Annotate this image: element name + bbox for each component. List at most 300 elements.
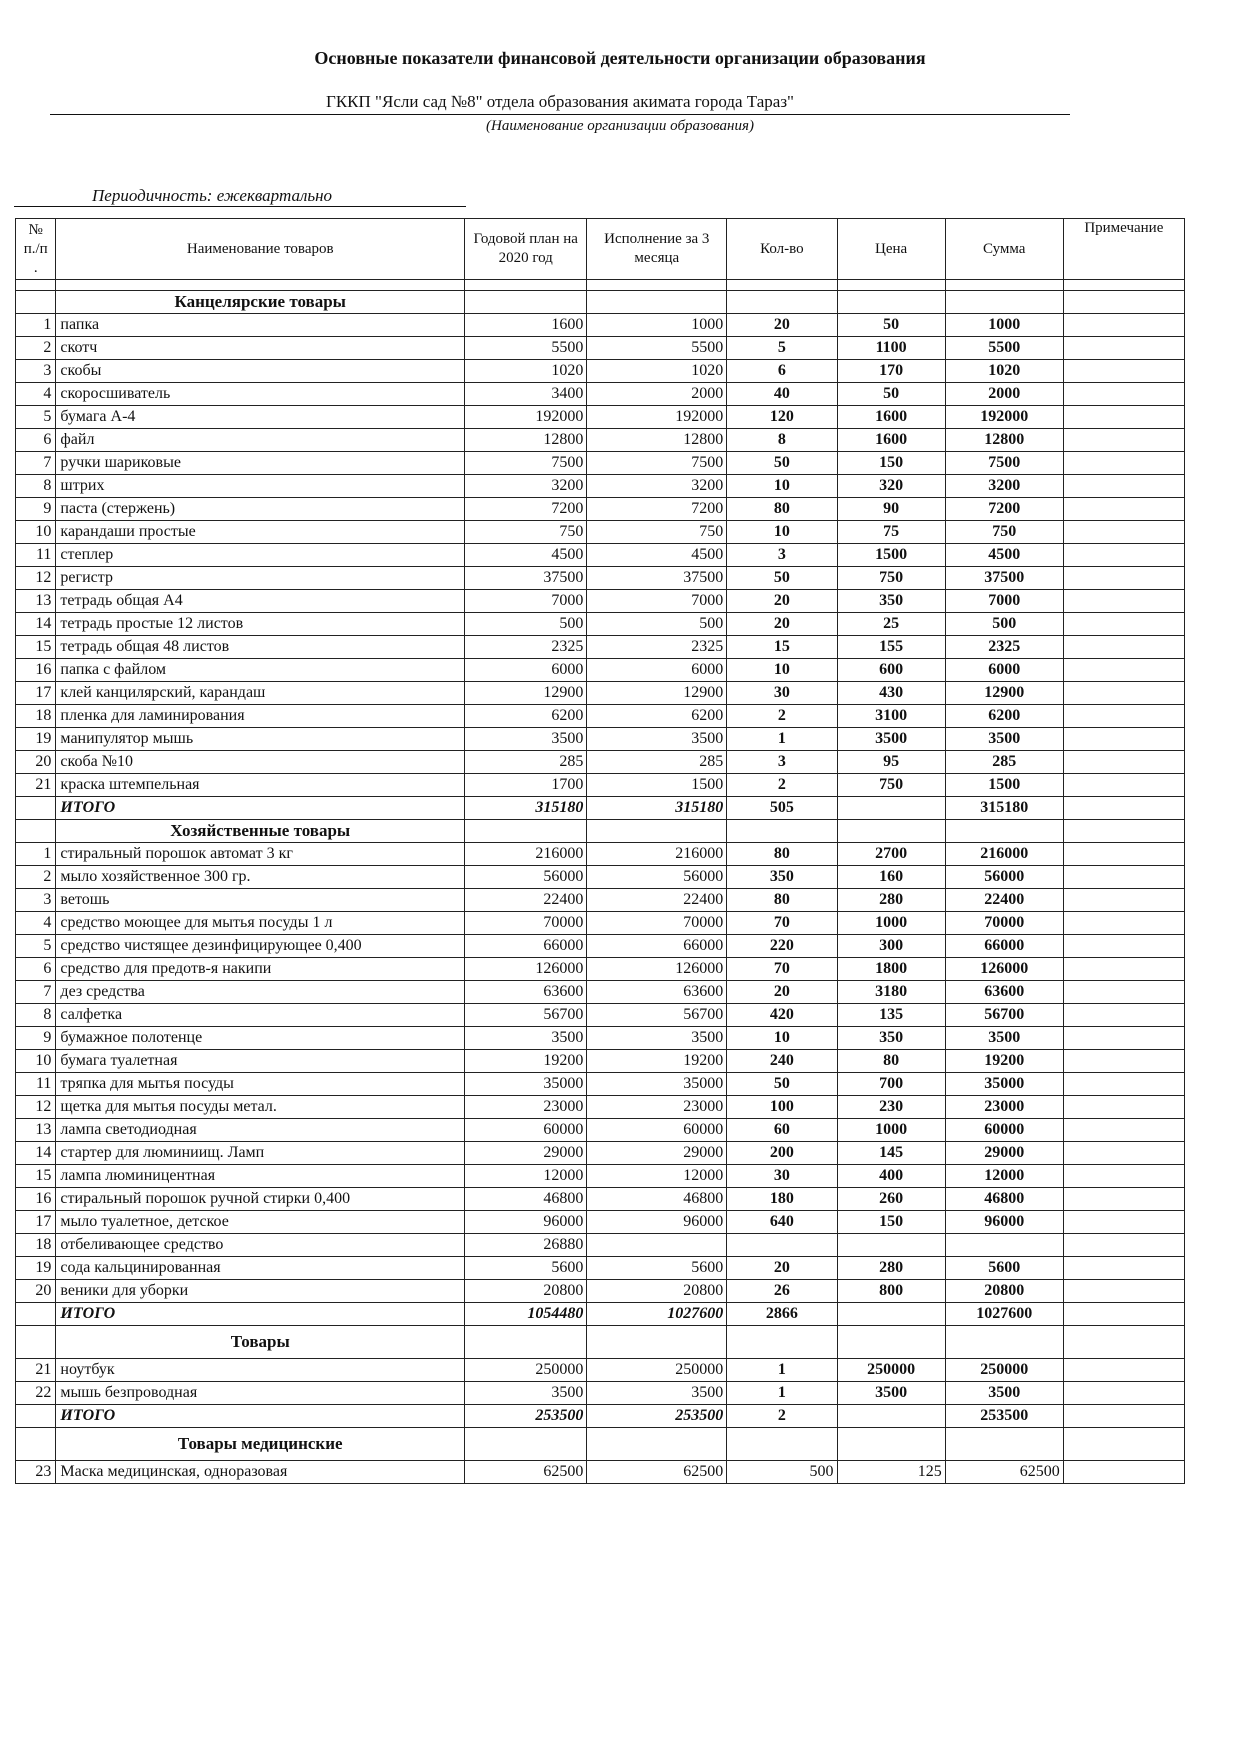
row-number: 2	[16, 337, 56, 360]
note-cell	[1063, 406, 1184, 429]
row-number: 17	[16, 1211, 56, 1234]
item-name: бумага туалетная	[56, 1050, 465, 1073]
item-name: лампа светодиодная	[56, 1119, 465, 1142]
row-number: 9	[16, 1027, 56, 1050]
price-value: 150	[837, 452, 945, 475]
price-value: 80	[837, 1050, 945, 1073]
table-row	[16, 682, 1185, 705]
item-name: скоба №10	[56, 751, 465, 774]
exec-value: 216000	[587, 843, 727, 866]
empty-cell	[945, 1428, 1063, 1461]
plan-value: 2325	[465, 636, 587, 659]
section-title: Товары медицинские	[56, 1428, 465, 1461]
item-name: бумага А-4	[56, 406, 465, 429]
table-row	[16, 1119, 1185, 1142]
exec-value: 35000	[587, 1073, 727, 1096]
qty-value: 420	[727, 1004, 837, 1027]
plan-value: 216000	[465, 843, 587, 866]
qty-value: 1	[727, 1359, 837, 1382]
plan-value: 3400	[465, 383, 587, 406]
table-row	[16, 1165, 1185, 1188]
total-qty: 2	[727, 1405, 837, 1428]
col-plan-header: Годовой план на 2020 год	[465, 219, 587, 280]
price-value: 400	[837, 1165, 945, 1188]
sum-value: 3500	[945, 728, 1063, 751]
note-cell	[1063, 360, 1184, 383]
item-name: отбеливающее средство	[56, 1234, 465, 1257]
price-value: 1500	[837, 544, 945, 567]
qty-value: 2	[727, 774, 837, 797]
table-header-row	[16, 219, 1185, 280]
empty-cell	[727, 291, 837, 314]
sum-value: 285	[945, 751, 1063, 774]
plan-value: 37500	[465, 567, 587, 590]
note-cell	[1063, 314, 1184, 337]
exec-value: 2000	[587, 383, 727, 406]
item-name: степлер	[56, 544, 465, 567]
row-number: 17	[16, 682, 56, 705]
row-number: 7	[16, 452, 56, 475]
table-row	[16, 452, 1185, 475]
sum-value: 2000	[945, 383, 1063, 406]
plan-value: 22400	[465, 889, 587, 912]
item-name: стиральный порошок ручной стирки 0,400	[56, 1188, 465, 1211]
exec-value: 1020	[587, 360, 727, 383]
note-cell	[1063, 636, 1184, 659]
note-cell	[1063, 843, 1184, 866]
exec-value: 7200	[587, 498, 727, 521]
price-value: 280	[837, 1257, 945, 1280]
plan-value: 1020	[465, 360, 587, 383]
row-number: 15	[16, 1165, 56, 1188]
price-value: 95	[837, 751, 945, 774]
qty-value: 50	[727, 1073, 837, 1096]
note-cell	[1063, 1257, 1184, 1280]
sum-value: 20800	[945, 1280, 1063, 1303]
note-cell	[1063, 1382, 1184, 1405]
item-name: средство чистящее дезинфицирующее 0,400	[56, 935, 465, 958]
item-name: карандаши простые	[56, 521, 465, 544]
table-row	[16, 337, 1185, 360]
table-row	[16, 1004, 1185, 1027]
plan-value: 126000	[465, 958, 587, 981]
note-cell	[1063, 1165, 1184, 1188]
row-number: 4	[16, 383, 56, 406]
price-value: 3180	[837, 981, 945, 1004]
qty-value: 80	[727, 843, 837, 866]
qty-value: 3	[727, 544, 837, 567]
note-cell	[1063, 613, 1184, 636]
plan-value: 3500	[465, 1382, 587, 1405]
row-number: 11	[16, 544, 56, 567]
plan-value: 35000	[465, 1073, 587, 1096]
plan-value: 4500	[465, 544, 587, 567]
empty-cell	[587, 1428, 727, 1461]
row-number: 1	[16, 843, 56, 866]
total-sum: 1027600	[945, 1303, 1063, 1326]
empty-cell	[1063, 820, 1184, 843]
plan-value: 12800	[465, 429, 587, 452]
item-name: тетрадь общая 48 листов	[56, 636, 465, 659]
sum-value: 29000	[945, 1142, 1063, 1165]
price-value: 155	[837, 636, 945, 659]
sum-value: 1020	[945, 360, 1063, 383]
section-title: Канцелярские товары	[56, 291, 465, 314]
col-name-header: Наименование товаров	[56, 219, 465, 280]
price-value: 125	[837, 1461, 945, 1484]
item-name: тетрадь простые 12 листов	[56, 613, 465, 636]
note-cell	[1063, 774, 1184, 797]
row-number: 16	[16, 1188, 56, 1211]
price-value: 170	[837, 360, 945, 383]
exec-value: 5500	[587, 337, 727, 360]
row-number: 7	[16, 981, 56, 1004]
sum-value: 3200	[945, 475, 1063, 498]
table-row	[16, 498, 1185, 521]
exec-value: 4500	[587, 544, 727, 567]
row-number: 1	[16, 314, 56, 337]
plan-value: 96000	[465, 1211, 587, 1234]
note-cell	[1063, 1027, 1184, 1050]
sum-value: 56700	[945, 1004, 1063, 1027]
spacer-cell	[56, 280, 465, 291]
qty-value: 1	[727, 1382, 837, 1405]
spacer-cell	[837, 280, 945, 291]
price-value: 320	[837, 475, 945, 498]
total-number-cell	[16, 797, 56, 820]
note-cell	[1063, 475, 1184, 498]
row-number: 19	[16, 1257, 56, 1280]
exec-value: 37500	[587, 567, 727, 590]
total-plan: 253500	[465, 1405, 587, 1428]
item-name: скоросшиватель	[56, 383, 465, 406]
sum-value: 126000	[945, 958, 1063, 981]
qty-value: 10	[727, 1027, 837, 1050]
sum-value: 250000	[945, 1359, 1063, 1382]
organization-name: ГККП "Ясли сад №8" отдела образования акимата города Тараз"	[50, 92, 1070, 115]
empty-cell	[837, 1326, 945, 1359]
exec-value: 3200	[587, 475, 727, 498]
exec-value: 3500	[587, 1027, 727, 1050]
note-cell	[1063, 889, 1184, 912]
empty-cell	[727, 1326, 837, 1359]
table-row	[16, 1096, 1185, 1119]
table-row	[16, 958, 1185, 981]
table-row	[16, 1280, 1185, 1303]
table-row	[16, 1050, 1185, 1073]
row-number: 13	[16, 590, 56, 613]
item-name: тряпка для мытья посуды	[56, 1073, 465, 1096]
item-name: регистр	[56, 567, 465, 590]
plan-value: 3500	[465, 728, 587, 751]
item-name: папка с файлом	[56, 659, 465, 682]
plan-value: 250000	[465, 1359, 587, 1382]
col-sum-header: Сумма	[945, 219, 1063, 280]
table-row	[16, 751, 1185, 774]
exec-value: 7500	[587, 452, 727, 475]
item-name: краска штемпельная	[56, 774, 465, 797]
header-spacer-row	[16, 280, 1185, 291]
table-row	[16, 774, 1185, 797]
table-row	[16, 843, 1185, 866]
item-name: веники для уборки	[56, 1280, 465, 1303]
note-cell	[1063, 429, 1184, 452]
empty-cell	[945, 820, 1063, 843]
section-title-row	[16, 1428, 1185, 1461]
table-row	[16, 1461, 1185, 1484]
qty-value: 240	[727, 1050, 837, 1073]
price-value: 50	[837, 314, 945, 337]
qty-value: 30	[727, 1165, 837, 1188]
table-row	[16, 544, 1185, 567]
qty-value: 350	[727, 866, 837, 889]
exec-value: 6000	[587, 659, 727, 682]
sum-value: 6200	[945, 705, 1063, 728]
empty-cell	[837, 820, 945, 843]
row-number: 21	[16, 1359, 56, 1382]
note-cell	[1063, 958, 1184, 981]
plan-value: 29000	[465, 1142, 587, 1165]
plan-value: 1700	[465, 774, 587, 797]
qty-value: 40	[727, 383, 837, 406]
row-number: 12	[16, 1096, 56, 1119]
table-row	[16, 659, 1185, 682]
table-row	[16, 613, 1185, 636]
plan-value: 66000	[465, 935, 587, 958]
item-name: средство моющее для мытья посуды 1 л	[56, 912, 465, 935]
exec-value: 46800	[587, 1188, 727, 1211]
sum-value: 12800	[945, 429, 1063, 452]
table-row	[16, 1211, 1185, 1234]
sum-value: 7000	[945, 590, 1063, 613]
exec-value: 12800	[587, 429, 727, 452]
table-row	[16, 912, 1185, 935]
note-cell	[1063, 1142, 1184, 1165]
price-value: 25	[837, 613, 945, 636]
total-plan: 1054480	[465, 1303, 587, 1326]
note-cell	[1063, 498, 1184, 521]
qty-value: 26	[727, 1280, 837, 1303]
exec-value: 29000	[587, 1142, 727, 1165]
sum-value: 35000	[945, 1073, 1063, 1096]
table-row	[16, 728, 1185, 751]
table-row	[16, 1382, 1185, 1405]
table-row	[16, 1027, 1185, 1050]
row-number: 16	[16, 659, 56, 682]
exec-value: 250000	[587, 1359, 727, 1382]
qty-value: 5	[727, 337, 837, 360]
table-row	[16, 360, 1185, 383]
organization-caption: (Наименование организации образования)	[486, 118, 754, 134]
item-name: щетка для мытья посуды метал.	[56, 1096, 465, 1119]
table-row	[16, 475, 1185, 498]
table-row	[16, 705, 1185, 728]
price-value: 350	[837, 1027, 945, 1050]
price-value: 250000	[837, 1359, 945, 1382]
total-label: ИТОГО	[56, 1303, 465, 1326]
note-cell	[1063, 1303, 1184, 1326]
sum-value: 37500	[945, 567, 1063, 590]
row-number: 14	[16, 1142, 56, 1165]
empty-cell	[587, 1326, 727, 1359]
note-cell	[1063, 981, 1184, 1004]
item-name: файл	[56, 429, 465, 452]
qty-value: 10	[727, 475, 837, 498]
item-name: бумажное полотенце	[56, 1027, 465, 1050]
row-number: 15	[16, 636, 56, 659]
plan-value: 12000	[465, 1165, 587, 1188]
sum-value: 3500	[945, 1027, 1063, 1050]
total-exec: 315180	[587, 797, 727, 820]
price-value: 145	[837, 1142, 945, 1165]
exec-value: 500	[587, 613, 727, 636]
exec-value: 66000	[587, 935, 727, 958]
total-row	[16, 797, 1185, 820]
price-value: 750	[837, 774, 945, 797]
qty-value: 70	[727, 958, 837, 981]
qty-value: 20	[727, 590, 837, 613]
table-row	[16, 935, 1185, 958]
exec-value: 12900	[587, 682, 727, 705]
exec-value: 60000	[587, 1119, 727, 1142]
qty-value: 6	[727, 360, 837, 383]
item-name: средство для предотв-я накипи	[56, 958, 465, 981]
sum-value: 96000	[945, 1211, 1063, 1234]
spacer-cell	[1063, 280, 1184, 291]
note-cell	[1063, 1234, 1184, 1257]
price-value: 430	[837, 682, 945, 705]
note-cell	[1063, 866, 1184, 889]
row-number: 8	[16, 475, 56, 498]
plan-value: 63600	[465, 981, 587, 1004]
note-cell	[1063, 452, 1184, 475]
note-cell	[1063, 1050, 1184, 1073]
exec-value: 12000	[587, 1165, 727, 1188]
exec-value: 192000	[587, 406, 727, 429]
price-value: 1100	[837, 337, 945, 360]
price-value: 800	[837, 1280, 945, 1303]
row-number: 20	[16, 751, 56, 774]
table-row	[16, 1234, 1185, 1257]
price-value	[837, 1234, 945, 1257]
empty-cell	[465, 1326, 587, 1359]
exec-value: 20800	[587, 1280, 727, 1303]
sum-value: 500	[945, 613, 1063, 636]
spacer-cell	[465, 280, 587, 291]
exec-value: 7000	[587, 590, 727, 613]
qty-value: 20	[727, 981, 837, 1004]
table-row	[16, 590, 1185, 613]
row-number: 9	[16, 498, 56, 521]
qty-value: 80	[727, 498, 837, 521]
empty-cell	[1063, 291, 1184, 314]
section-title-row	[16, 1326, 1185, 1359]
note-cell	[1063, 659, 1184, 682]
empty-cell	[727, 1428, 837, 1461]
plan-value: 500	[465, 613, 587, 636]
item-name: мыло хозяйственное 300 гр.	[56, 866, 465, 889]
qty-value: 200	[727, 1142, 837, 1165]
qty-value: 8	[727, 429, 837, 452]
total-label: ИТОГО	[56, 1405, 465, 1428]
price-value: 160	[837, 866, 945, 889]
exec-value: 6200	[587, 705, 727, 728]
item-name: сода кальцинированная	[56, 1257, 465, 1280]
qty-value: 60	[727, 1119, 837, 1142]
note-cell	[1063, 1188, 1184, 1211]
plan-value: 5600	[465, 1257, 587, 1280]
exec-value: 96000	[587, 1211, 727, 1234]
col-number-header: № п./п .	[16, 219, 56, 280]
plan-value: 62500	[465, 1461, 587, 1484]
item-name: штрих	[56, 475, 465, 498]
plan-value: 20800	[465, 1280, 587, 1303]
plan-value: 70000	[465, 912, 587, 935]
plan-value: 26880	[465, 1234, 587, 1257]
row-number: 8	[16, 1004, 56, 1027]
price-value: 350	[837, 590, 945, 613]
sum-value: 56000	[945, 866, 1063, 889]
qty-value: 50	[727, 567, 837, 590]
qty-value: 220	[727, 935, 837, 958]
sum-value: 12000	[945, 1165, 1063, 1188]
table-row	[16, 1073, 1185, 1096]
price-value: 90	[837, 498, 945, 521]
qty-value	[727, 1234, 837, 1257]
exec-value: 5600	[587, 1257, 727, 1280]
plan-value: 285	[465, 751, 587, 774]
row-number: 10	[16, 1050, 56, 1073]
table-row	[16, 383, 1185, 406]
price-value: 50	[837, 383, 945, 406]
price-value: 75	[837, 521, 945, 544]
note-cell	[1063, 521, 1184, 544]
exec-value: 56700	[587, 1004, 727, 1027]
table-row	[16, 1142, 1185, 1165]
row-number: 5	[16, 406, 56, 429]
sum-value: 192000	[945, 406, 1063, 429]
sum-value: 46800	[945, 1188, 1063, 1211]
sum-value: 1500	[945, 774, 1063, 797]
sum-value: 4500	[945, 544, 1063, 567]
plan-value: 7500	[465, 452, 587, 475]
sum-value: 1000	[945, 314, 1063, 337]
spacer-cell	[945, 280, 1063, 291]
note-cell	[1063, 1004, 1184, 1027]
item-name: манипулятор мышь	[56, 728, 465, 751]
item-name: папка	[56, 314, 465, 337]
item-name: мышь безпроводная	[56, 1382, 465, 1405]
plan-value: 192000	[465, 406, 587, 429]
price-value: 3100	[837, 705, 945, 728]
empty-cell	[465, 1428, 587, 1461]
qty-value: 70	[727, 912, 837, 935]
note-cell	[1063, 590, 1184, 613]
plan-value: 1600	[465, 314, 587, 337]
total-row	[16, 1405, 1185, 1428]
price-value: 1000	[837, 912, 945, 935]
item-name: скобы	[56, 360, 465, 383]
plan-value: 6200	[465, 705, 587, 728]
qty-value: 2	[727, 705, 837, 728]
note-cell	[1063, 751, 1184, 774]
sum-value: 70000	[945, 912, 1063, 935]
qty-value: 640	[727, 1211, 837, 1234]
plan-value: 46800	[465, 1188, 587, 1211]
sum-value: 19200	[945, 1050, 1063, 1073]
sum-value: 5500	[945, 337, 1063, 360]
total-label: ИТОГО	[56, 797, 465, 820]
